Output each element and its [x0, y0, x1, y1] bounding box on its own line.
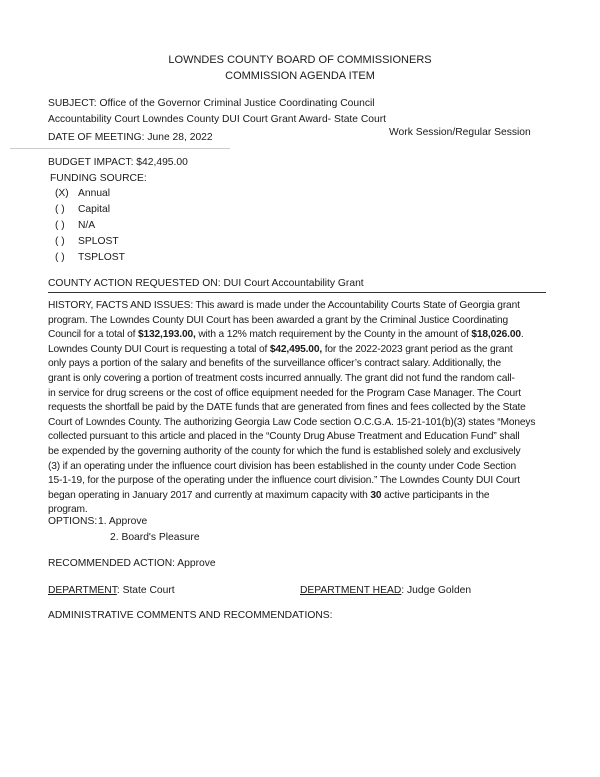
- department: [48, 585, 175, 596]
- funding-option-mark: ( ): [55, 204, 65, 215]
- funding-option-mark: ( ): [55, 252, 65, 263]
- date-of-meeting: DATE OF MEETING: June 28, 2022: [48, 132, 213, 143]
- history-line: [48, 329, 524, 340]
- text-segment: Council for a total of: [48, 329, 138, 341]
- text-segment: .: [520, 329, 524, 341]
- history-line: [48, 344, 513, 355]
- text-segment: in service for drug screens or the cost of office equipment needed for the Program Case Manager. The Court: [48, 387, 521, 399]
- history-line: [48, 431, 520, 442]
- funding-option-label: N/A: [78, 220, 96, 231]
- text-segment: Lowndes County DUI Court is requesting a total of: [48, 343, 270, 355]
- text-segment: be expended by the governing authority of the county for which the fund is established solely and exclusively: [48, 446, 521, 457]
- agenda-item-title: COMMISSION AGENDA ITEM: [225, 70, 375, 82]
- funding-option-label: Capital: [78, 204, 111, 215]
- subject-line-1: SUBJECT: Office of the Governor Criminal Justice Coordinating Council: [48, 98, 375, 109]
- text-segment: requests the shortfall be paid by the DATE funds that are generated from fines and fees collected by the State: [48, 402, 526, 414]
- history-line: [48, 402, 526, 413]
- option-item: 1. Approve: [98, 516, 148, 527]
- funding-option-mark: ( ): [55, 220, 65, 231]
- section-divider: [48, 292, 546, 293]
- department-head-value: : Judge Golden: [401, 585, 472, 596]
- funding-option-mark: (X): [55, 188, 69, 199]
- history-line: [48, 461, 516, 472]
- text-segment: (3) if an operating under the influence court division has been established in the county under Code Section: [48, 460, 517, 472]
- board-title: LOWNDES COUNTY BOARD OF COMMISSIONERS: [168, 54, 432, 66]
- funding-option-label: Annual: [78, 188, 111, 199]
- history-line: [48, 358, 501, 369]
- text-segment: program. The Lowndes County DUI Court has been awarded a grant by the Criminal Justice Coordinating: [48, 314, 509, 326]
- history-line: [48, 388, 521, 399]
- text-segment: HISTORY, FACTS AND ISSUES: This award is made under the Accountability Courts State of Georgia grant: [48, 300, 520, 311]
- options-label: OPTIONS:: [48, 516, 98, 527]
- text-segment: for the 2022-2023 grant period as the grant: [322, 343, 513, 355]
- budget-impact: BUDGET IMPACT: $42,495.00: [48, 157, 188, 168]
- text-segment: 15-1-19, for the purpose of the operating under the influence court division.” The Lowndes County DUI Court: [48, 475, 520, 487]
- history-line: [48, 504, 88, 515]
- text-segment: Court of Lowndes County. The authorizing Georgia Law Code section O.C.G.A. 15-21-101(b)(3) states “Moneys: [48, 416, 536, 428]
- text-segment: active participants in the: [381, 489, 490, 501]
- history-line: [48, 446, 520, 457]
- text-segment: with a 12% match requirement by the County in the amount of: [195, 329, 472, 341]
- history-line: [48, 417, 535, 428]
- bold-amount: $18,026.00: [471, 329, 521, 341]
- history-line: [48, 315, 508, 326]
- history-line: [48, 475, 520, 486]
- history-line: [48, 300, 520, 311]
- department-value: : State Court: [116, 585, 175, 596]
- bold-amount: $132,193.00,: [137, 329, 196, 341]
- department-head-label: DEPARTMENT HEAD: [300, 585, 402, 596]
- text-segment: collected pursuant to this article and placed in the “County Drug Abuse Treatment and Education Fund” shall: [48, 431, 520, 443]
- funding-source-label: FUNDING SOURCE:: [50, 173, 147, 184]
- scan-artifact-line: [10, 148, 230, 149]
- history-line: [48, 490, 489, 501]
- text-segment: only pays a portion of the salary and benefits of the surveillance officer’s contract salary. Additionally, the: [48, 358, 501, 370]
- department-label: DEPARTMENT: [48, 585, 117, 596]
- subject-line-2: Accountability Court Lowndes County DUI Court Grant Award- State Court: [48, 114, 387, 125]
- text-segment: began operating in January 2017 and currently at maximum capacity with: [48, 489, 371, 501]
- session-type: Work Session/Regular Session: [389, 127, 531, 138]
- text-segment: grant is only covering a portion of treatment costs incurred annually. The grant did not fund the random call-: [48, 373, 515, 384]
- text-segment: program.: [48, 504, 88, 516]
- funding-option-mark: ( ): [55, 236, 65, 247]
- funding-option-label: SPLOST: [78, 236, 119, 247]
- history-line: [48, 373, 515, 384]
- funding-option-label: TSPLOST: [78, 252, 125, 263]
- department-head: [300, 585, 471, 596]
- county-action-requested: COUNTY ACTION REQUESTED ON: DUI Court Accountability Grant: [48, 278, 364, 289]
- bold-amount: 30: [370, 489, 382, 501]
- bold-amount: $42,495.00,: [269, 343, 323, 355]
- recommended-action: RECOMMENDED ACTION: Approve: [48, 558, 216, 569]
- administrative-comments: ADMINISTRATIVE COMMENTS AND RECOMMENDATIONS:: [48, 610, 333, 621]
- option-item: 2. Board's Pleasure: [110, 532, 200, 543]
